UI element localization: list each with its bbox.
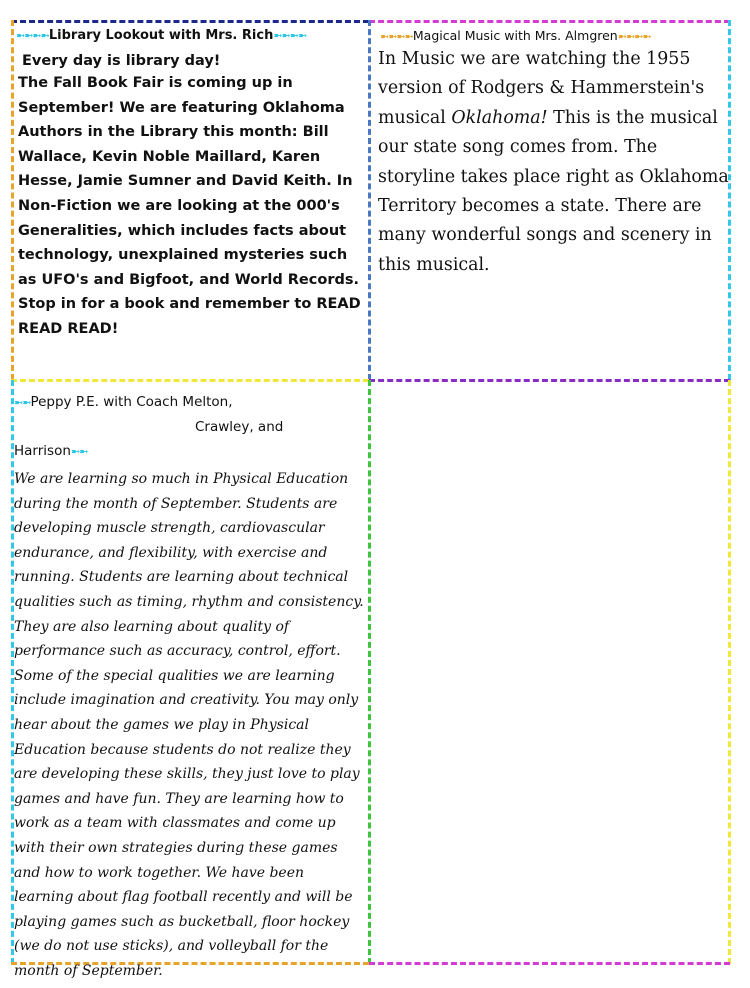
music-title: Magical Music with Mrs. Almgren [412,28,618,43]
pe-title-line3: Harrison [14,443,71,459]
music-body-part1: In Music we are watching the 1955 version of Rodgers & Hammerstein's musical [378,49,705,128]
library-subtitle: Every day is library day! [22,53,221,69]
pe-title-line1: Peppy P.E. with Coach Melton, [30,394,233,410]
arrow-right-icon: ➼➼ [70,445,88,458]
library-panel [14,28,366,342]
library-body: The Fall Book Fair is coming up in September! We are featuring Oklahoma Authors in the Library this month: Bill Wallace, Kevin Noble Maillard, Karen Hesse, Jamie Sumner and David Keith. In Non-Fiction we are looking at the 000's Generalities, which includes facts about technology, unexplained mysteries such as UFO's and Bigfoot, and World Records. Stop in for a book and remember to READ READ READ! [18,75,361,337]
border-center-top [368,20,371,380]
music-title-row [380,28,730,43]
arrow-left-icon: ➼➼ [14,396,31,409]
border-center-bottom [368,380,371,964]
music-panel [378,28,730,280]
music-body-part2: This is the musical our state song comes from. The storyline takes place right as Oklahoma Territory becomes a state. There are many wonderful songs and scenery in this musical. [378,107,729,275]
pe-body: We are learning so much in Physical Education during the month of September. Students are developing muscle strength, cardiovascular endurance, and flexibility, with exercise and running. Students are learning about technical qualities such as timing, rhythm and consistency. They are also learning about quality of performance such as accuracy, control, effort. Some of the special qualities we are learning include imagination and creativity. You may only hear about the games we play in Physical Education because students do not realize they are developing these skills, they just love to play games and have fun. They are learning how to work as a team with classmates and come up with their own strategies during these games and how to work together. We have been learning about flag football recently and will be playing games such as bucketball, floor hockey (we do not use sticks), and volleyball for the month of September. [14,471,364,979]
pe-title [14,390,366,464]
border-middle-right [369,379,730,382]
library-title: Library Lookout with Mrs. Rich [48,28,274,43]
arrow-right-icon: ➼➼➼➼ [617,30,651,43]
arrow-left-icon: ➼➼➼➼ [380,30,413,43]
pe-panel [14,390,366,983]
border-top-left [11,20,369,23]
music-body [378,45,730,280]
pe-title-line2: Crawley, and [195,419,284,435]
music-body-title: Oklahoma! [451,107,548,128]
border-bottom-right [369,962,730,965]
library-title-row [16,28,366,43]
arrow-right-icon: ➼➼➼➼ [273,29,307,42]
border-top-right [369,20,730,23]
border-right-bottom [728,380,731,964]
arrow-left-icon: ➼➼➼➼ [16,29,49,42]
border-middle-left [11,379,369,382]
